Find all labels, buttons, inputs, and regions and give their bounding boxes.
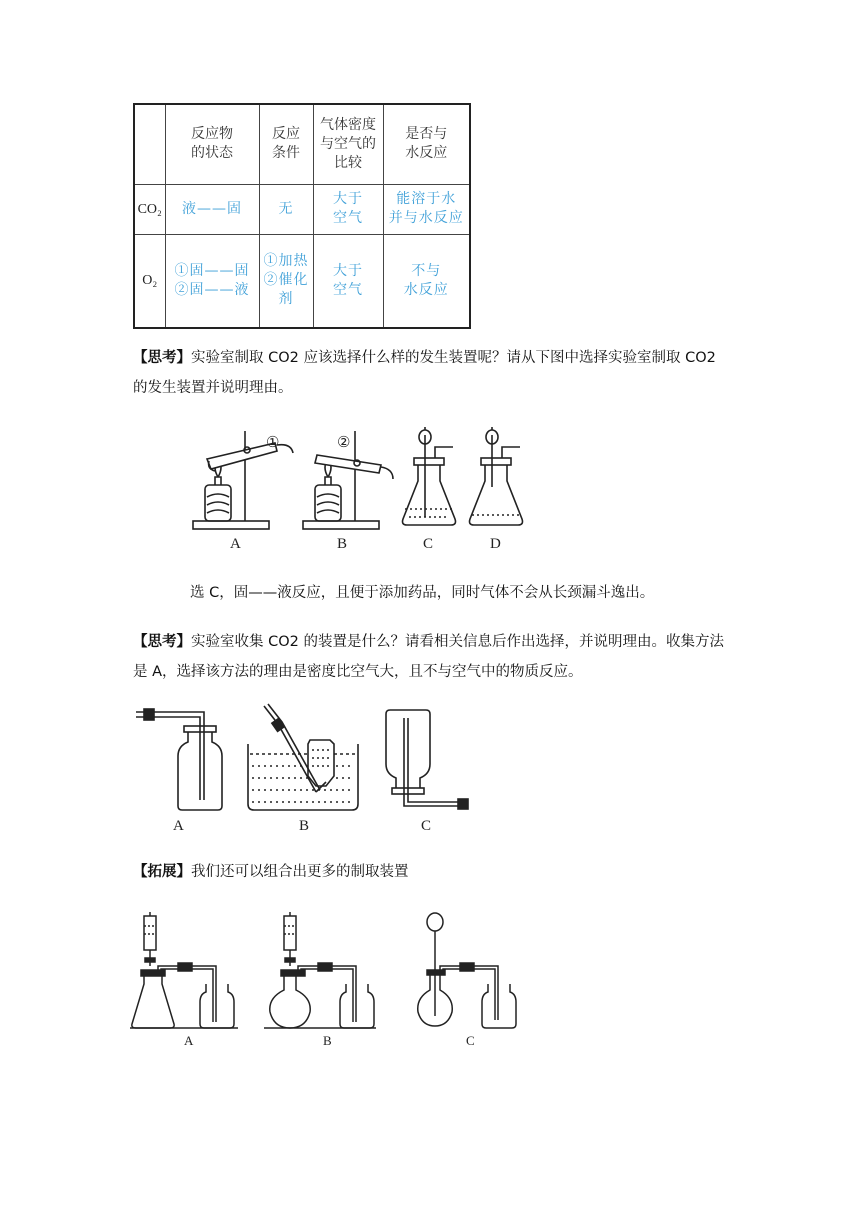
combo-label-b: B [323, 1033, 332, 1048]
table-header-water: 是否与 水反应 [383, 104, 470, 184]
cell-water: 不与 水反应 [383, 234, 470, 328]
combo-label-a: A [184, 1033, 194, 1048]
cell-state: ①固——固 ②固——液 [165, 234, 259, 328]
think-paragraph-2 [133, 627, 733, 687]
collect-label-a: A [173, 818, 184, 834]
cell-water: 能溶于水 并与水反应 [383, 184, 470, 234]
combo-apparatus-figure [130, 912, 530, 1032]
table-row [134, 184, 470, 234]
table-header-condition: 反应 条件 [259, 104, 313, 184]
gen-label-d: D [490, 536, 501, 552]
cell-condition: ①加热 ②催化 剂 [259, 234, 313, 328]
think-paragraph-1 [133, 343, 733, 403]
table-header-state: 反应物 的状态 [165, 104, 259, 184]
think-text: 实验室收集 CO2 的装置是什么？请看相关信息后作出选择，并说明理由。收集方法是 A，选择该方法的理由是密度比空气大，且不与空气中的物质反应。 [133, 634, 724, 680]
comparison-table [133, 103, 471, 329]
collect-label-b: B [299, 818, 310, 834]
table-row [134, 234, 470, 328]
gas-name: CO₂ [134, 184, 165, 234]
cell-state: 液——固 [165, 184, 259, 234]
think-tag: 【思考】 [133, 350, 191, 366]
combo-label-c: C [466, 1033, 475, 1048]
think-tag: 【思考】 [133, 634, 191, 650]
gen-label-b: B [337, 536, 348, 552]
gas-name: O₂ [134, 234, 165, 328]
extend-tag: 【拓展】 [133, 864, 191, 880]
think-text: 实验室制取 CO2 应该选择什么样的发生装置呢？请从下图中选择实验室制取 CO2 的发生装置并说明理由。 [133, 350, 716, 396]
gen-label-c: C [423, 536, 434, 552]
extend-paragraph [133, 857, 733, 887]
cell-density: 大于 空气 [313, 184, 383, 234]
table-header-blank [134, 104, 165, 184]
collection-apparatus-figure [130, 700, 480, 820]
extend-text: 我们还可以组合出更多的制取装置 [191, 864, 409, 880]
gen-marker-1: ① [266, 435, 280, 451]
answer-paragraph-1: 选 C，固——液反应，且便于添加药品，同时气体不会从长颈漏斗逸出。 [190, 585, 655, 601]
cell-density: 大于 空气 [313, 234, 383, 328]
cell-condition: 无 [259, 184, 313, 234]
table-header-density: 气体密度 与空气的 比较 [313, 104, 383, 184]
gen-marker-2: ② [337, 435, 351, 451]
gen-label-a: A [230, 536, 241, 552]
collect-label-c: C [421, 818, 432, 834]
